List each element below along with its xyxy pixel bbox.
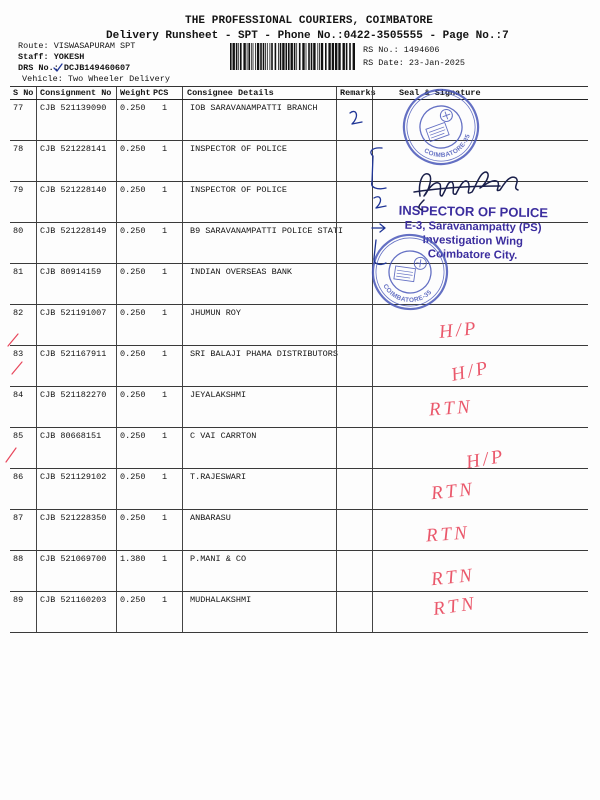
- table-row: [10, 551, 588, 592]
- weight-cell: 0.250: [116, 264, 150, 304]
- pcs-cell: 1: [162, 185, 168, 195]
- table-row: [10, 428, 588, 474]
- pcs-cell: 1: [162, 103, 168, 113]
- barcode-bar: [251, 43, 252, 70]
- consignee-cell: INDIAN OVERSEAS BANK: [182, 264, 336, 304]
- consignee-cell: JEYALAKSHMI: [182, 387, 336, 427]
- handwritten-remark: H/P: [464, 445, 508, 474]
- barcode-bar: [247, 43, 248, 70]
- consignee-cell: INSPECTOR OF POLICE: [182, 182, 336, 222]
- barcode-bar: [313, 43, 315, 70]
- police-stamp-line: INSPECTOR OF POLICE: [398, 202, 549, 221]
- barcode-bar: [294, 43, 296, 70]
- barcode-bar: [286, 43, 288, 70]
- pcs-cell: 1: [162, 267, 168, 277]
- consignment-no-cell: CJB 521228140: [36, 182, 116, 222]
- barcode-bar: [243, 43, 245, 70]
- seal-signature-cell: [372, 387, 588, 427]
- consignee-cell: P.MANI & CO: [182, 551, 336, 591]
- handwritten-remark: RTN: [430, 478, 476, 505]
- weight-cell: 0.250: [116, 346, 150, 386]
- table-row: [10, 100, 588, 141]
- barcode-bar: [311, 43, 313, 70]
- consignment-no-cell: CJB 80668151: [36, 428, 116, 468]
- table-row: [10, 469, 588, 510]
- remarks-cell: [336, 182, 372, 222]
- remarks-cell: [336, 264, 372, 304]
- sno-cell: 82: [13, 308, 24, 318]
- consignment-no-cell: CJB 521228350: [36, 510, 116, 550]
- table-row: [10, 305, 588, 346]
- table-row: [10, 264, 588, 305]
- weight-cell: 0.250: [116, 182, 150, 222]
- consignment-no-cell: CJB 521160203: [36, 592, 116, 632]
- table-header: [10, 86, 588, 100]
- remarks-cell: [336, 100, 372, 140]
- sno-cell: 87: [13, 513, 24, 523]
- seal-signature-cell: [372, 346, 588, 386]
- consignment-no-cell: CJB 80914159: [36, 264, 116, 304]
- seal-signature-cell: [372, 305, 588, 345]
- barcode-bar: [270, 43, 271, 70]
- barcode-bar: [282, 43, 284, 70]
- weight-cell: 0.250: [116, 428, 150, 468]
- header-seal-signature: Seal & Signature: [372, 87, 588, 99]
- pcs-cell: 1: [162, 554, 168, 564]
- barcode-bar: [338, 43, 340, 70]
- weight-cell: 0.250: [116, 305, 150, 345]
- barcode-bar: [346, 43, 348, 70]
- table-row: [10, 510, 588, 551]
- vehicle-text: Vehicle: Two Wheeler Delivery: [22, 74, 170, 84]
- consignee-cell: T.RAJESWARI: [182, 469, 336, 509]
- seal-signature-cell: [372, 510, 588, 550]
- remarks-cell: [336, 141, 372, 181]
- pcs-cell: 1: [162, 431, 168, 441]
- barcode-bar: [328, 43, 330, 70]
- handwritten-remark: H/P: [449, 357, 493, 386]
- barcode-bar: [321, 43, 323, 70]
- seal-lettering: COIMBATORE-35: [381, 282, 434, 305]
- header-remarks: Remarks: [336, 87, 372, 99]
- header-consignee-details: Consignee Details: [182, 87, 336, 99]
- company-title: THE PROFESSIONAL COURIERS, COIMBATORE: [185, 15, 433, 27]
- handwritten-remark: RTN: [431, 593, 479, 620]
- weight-cell: 0.250: [116, 141, 150, 181]
- barcode-bar: [343, 43, 345, 70]
- seal-signature-cell: [372, 551, 588, 591]
- rs-date: RS Date: 23-Jan-2025: [363, 58, 466, 68]
- consignee-cell: B9 SARAVANAMPATTI POLICE STATI: [182, 223, 336, 263]
- barcode-bar: [267, 43, 268, 70]
- barcode-bar: [335, 43, 337, 70]
- pcs-cell: 1: [162, 513, 168, 523]
- barcode-bar: [255, 43, 256, 70]
- remarks-cell: [336, 223, 372, 263]
- remarks-cell: [336, 469, 372, 509]
- handwritten-remark: H/P: [438, 317, 480, 344]
- weight-cell: 0.250: [116, 100, 150, 140]
- consignee-cell: INSPECTOR OF POLICE: [182, 141, 336, 181]
- barcode-bar: [265, 43, 266, 70]
- weight-cell: 0.250: [116, 592, 150, 632]
- sno-cell: 78: [13, 144, 24, 154]
- consignee-cell: C VAI CARRTON: [182, 428, 336, 468]
- weight-cell: 1.380: [116, 551, 150, 591]
- remarks-cell: [336, 551, 372, 591]
- consignment-no-cell: CJB 521228141: [36, 141, 116, 181]
- remarks-cell: [336, 346, 372, 386]
- seal-signature-cell: [372, 141, 588, 181]
- sno-cell: 86: [13, 472, 24, 482]
- barcode-bar: [238, 43, 239, 70]
- barcode-bar: [257, 43, 259, 70]
- seal-signature-cell: [372, 592, 588, 632]
- pcs-cell: 1: [162, 472, 168, 482]
- sno-cell: 84: [13, 390, 24, 400]
- header-consignment-no: Consignment No: [36, 87, 116, 99]
- consignment-no-cell: CJB 521228149: [36, 223, 116, 263]
- handwritten-remark: RTN: [428, 396, 474, 421]
- barcode-bar: [288, 43, 290, 70]
- consignment-no-cell: CJB 521167911: [36, 346, 116, 386]
- sno-cell: 83: [13, 349, 24, 359]
- seal-lettering: COIMBATORE-35: [422, 133, 472, 160]
- pcs-cell: 1: [162, 390, 168, 400]
- barcode-bar: [296, 43, 297, 70]
- table-row: [10, 592, 588, 633]
- barcode-bar: [263, 43, 265, 70]
- barcode-bar: [240, 43, 242, 70]
- sno-cell: 85: [13, 431, 24, 441]
- barcode-bar: [253, 43, 254, 70]
- runsheet-heading: Delivery Runsheet - SPT - Phone No.:0422-3505555 - Page No.:7: [106, 30, 509, 42]
- barcode-bar: [306, 43, 307, 70]
- seal-signature-cell: [372, 469, 588, 509]
- barcode-bar: [299, 43, 301, 70]
- weight-cell: 0.250: [116, 387, 150, 427]
- table-row: [10, 387, 588, 428]
- table-row: [10, 346, 588, 387]
- staff-text: Staff: YOKESH: [18, 52, 85, 62]
- rs-number: RS No.: 1494606: [363, 45, 440, 55]
- remarks-cell: [336, 387, 372, 427]
- remarks-cell: [336, 592, 372, 632]
- sno-cell: 88: [13, 554, 24, 564]
- consignment-no-cell: CJB 521129102: [36, 469, 116, 509]
- route-text: Route: VISWASAPURAM SPT: [18, 41, 136, 51]
- barcode-bar: [308, 43, 310, 70]
- seal-signature-cell: [372, 100, 588, 140]
- barcode: [230, 43, 357, 70]
- barcode-bar: [271, 43, 273, 70]
- pcs-cell: 1: [162, 308, 168, 318]
- table-body: [10, 100, 588, 633]
- consignee-cell: ANBARASU: [182, 510, 336, 550]
- barcode-bar: [349, 43, 351, 70]
- header-pcs: PCS: [153, 88, 169, 98]
- consignment-no-cell: CJB 521182270: [36, 387, 116, 427]
- pcs-cell: 1: [162, 349, 168, 359]
- barcode-bar: [248, 43, 250, 70]
- seal-signature-cell: [372, 428, 588, 474]
- handwritten-remark: RTN: [425, 522, 471, 547]
- sno-cell: 89: [13, 595, 24, 605]
- police-stamp-line: Investigation Wing: [422, 234, 524, 248]
- barcode-bar: [317, 43, 318, 70]
- barcode-bar: [230, 43, 232, 70]
- drs-number: DRS No.: DCJB149460607: [18, 63, 131, 73]
- sno-cell: 77: [13, 103, 24, 113]
- barcode-bar: [233, 43, 235, 70]
- weight-cell: 0.250: [116, 469, 150, 509]
- header-weight: Weight: [116, 87, 150, 99]
- barcode-bar: [332, 43, 334, 70]
- consignment-no-cell: CJB 521191007: [36, 305, 116, 345]
- table-row: [10, 141, 588, 182]
- barcode-bar: [280, 43, 282, 70]
- barcode-bar: [353, 43, 355, 70]
- barcode-bar: [275, 43, 277, 70]
- pcs-cell: 1: [162, 144, 168, 154]
- seal-signature-cell: [372, 264, 588, 304]
- remarks-cell: [336, 305, 372, 345]
- consignee-cell: MUDHALAKSHMI: [182, 592, 336, 632]
- sno-cell: 81: [13, 267, 24, 277]
- consignee-cell: IOB SARAVANAMPATTI BRANCH: [182, 100, 336, 140]
- handwritten-remark: RTN: [430, 564, 476, 591]
- police-stamp: [390, 203, 557, 264]
- sno-cell: 80: [13, 226, 24, 236]
- barcode-bar: [236, 43, 238, 70]
- header-sno: S No: [13, 88, 34, 98]
- barcode-bar: [291, 43, 293, 70]
- pcs-cell: 1: [162, 226, 168, 236]
- pcs-cell: 1: [162, 595, 168, 605]
- remarks-cell: [336, 428, 372, 468]
- consignment-no-cell: CJB 521139090: [36, 100, 116, 140]
- police-stamp-line: Coimbatore City.: [427, 248, 518, 262]
- consignee-cell: SRI BALAJI PHAMA DISTRIBUTORS: [182, 346, 336, 386]
- weight-cell: 0.250: [116, 223, 150, 263]
- barcode-bar: [325, 43, 327, 70]
- consignment-no-cell: CJB 521069700: [36, 551, 116, 591]
- barcode-bar: [278, 43, 279, 70]
- barcode-bar: [319, 43, 320, 70]
- police-stamp-line: E-3, Saravanampatty (PS): [404, 219, 542, 235]
- barcode-bar: [260, 43, 262, 70]
- barcode-bar: [302, 43, 304, 70]
- weight-cell: 0.250: [116, 510, 150, 550]
- sno-cell: 79: [13, 185, 24, 195]
- remarks-cell: [336, 510, 372, 550]
- consignee-cell: JHUMUN ROY: [182, 305, 336, 345]
